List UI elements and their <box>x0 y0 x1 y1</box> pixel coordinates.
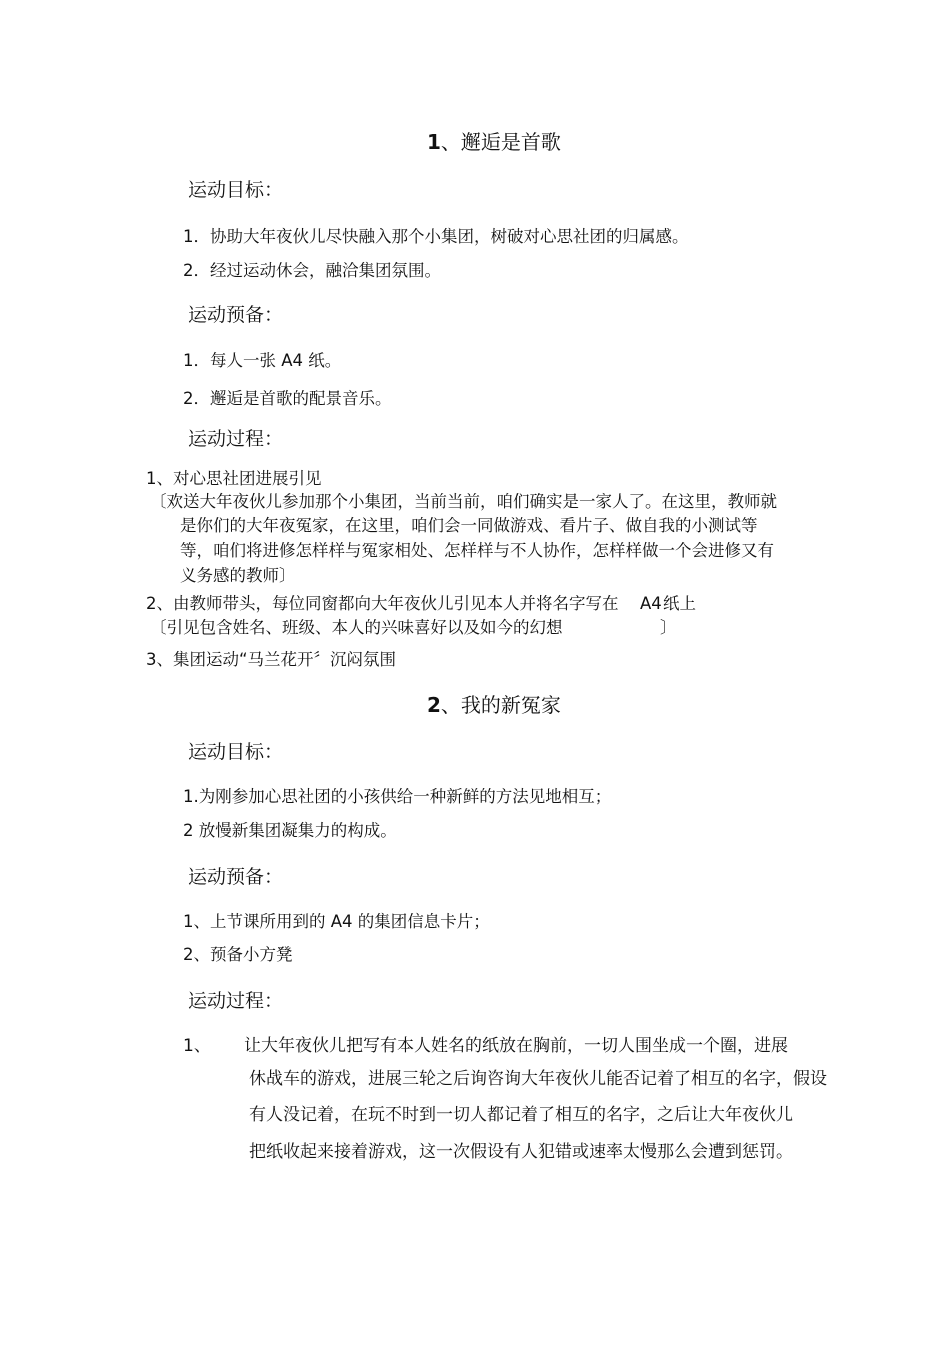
section2-process-step1-line-2: 休战车的游戏，进展三轮之后询咨询大年夜伙儿能否记着了相互的名字，假设 <box>249 1069 827 1089</box>
section1-process-step2-a4: A4 <box>640 594 662 613</box>
section1-goal-2: 2．经过运动休会，融洽集团氛围。 <box>183 261 441 280</box>
section2-process-step1-line-1: 让大年夜伙儿把写有本人姓名的纸放在胸前，一切人围坐成一个圈，进展 <box>244 1036 788 1056</box>
section2-process-step1-line-4: 把纸收起来接着游戏，这一次假设有人犯错或速率太慢那么会遭到惩罚。 <box>249 1142 793 1162</box>
section2-prep-1: 1、上节课所用到的 A4 的集团信息卡片； <box>183 912 490 931</box>
section2-goal-heading: 运动目标： <box>188 741 284 763</box>
section1-process-step1-detail-2: 是你们的大年夜冤家，在这里，咱们会一同做游戏、看片子、做自我的小测试等 <box>180 516 758 535</box>
section2-prep-heading: 运动预备： <box>188 866 284 888</box>
section1-prep-1: 1．每人一张 A4 纸。 <box>183 351 342 370</box>
section1-process-step2: 2、由教师带头，每位同窗都向大年夜伙儿引见本人并将名字写在 <box>146 594 619 613</box>
section1-process-step1-detail-3: 等，咱们将进修怎样样与冤家相处、怎样样与不人协作，怎样样做一个会进修又有 <box>180 541 774 560</box>
section1-title-number: 1 <box>427 130 441 154</box>
section1-title <box>427 132 561 152</box>
section1-process-heading: 运动过程： <box>188 428 284 450</box>
section1-goal-1: 1．协助大年夜伙儿尽快融入那个小集团，树破对心思社团的归属感。 <box>183 227 689 246</box>
section1-prep-heading: 运动预备： <box>188 304 284 326</box>
section1-process-step1-detail-4: 义务感的教师〕 <box>180 566 296 585</box>
section1-process-step1: 1、对心思社团进展引见 <box>146 469 322 488</box>
section1-goal-heading: 运动目标： <box>188 179 284 201</box>
section1-prep-2: 2．邂逅是首歌的配景音乐。 <box>183 389 392 408</box>
section2-goal-2: 2 放慢新集团凝集力的构成。 <box>183 821 397 840</box>
section2-title <box>427 695 561 715</box>
section2-goal-1: 1.为刚参加心思社团的小孩供给一种新鲜的方法见地相互； <box>183 787 612 806</box>
section1-process-step2-tail: 纸上 <box>663 594 696 613</box>
section1-process-step2-detail: 〔引见包含姓名、班级、本人的兴味喜好以及如今的幻想 <box>150 618 563 637</box>
section2-title-number: 2 <box>427 693 441 717</box>
section1-title-text: 、邂逅是首歌 <box>440 130 561 154</box>
section2-prep-2: 2、预备小方凳 <box>183 945 293 964</box>
section1-process-step2-close: 〕 <box>660 618 677 637</box>
section1-process-step3: 3、集团运动“马兰花开〞沉闷氛围 <box>146 650 397 669</box>
section2-title-text: 、我的新冤家 <box>440 693 561 717</box>
section1-process-step1-detail-1: 〔欢送大年夜伙儿参加那个小集团，当前当前，咱们确实是一家人了。在这里，教师就 <box>150 492 777 511</box>
section2-process-step1-line-3: 有人没记着，在玩不时到一切人都记着了相互的名字，之后让大年夜伙儿 <box>249 1105 793 1125</box>
section2-process-heading: 运动过程： <box>188 990 284 1012</box>
section2-process-step1-number: 1、 <box>183 1036 211 1056</box>
